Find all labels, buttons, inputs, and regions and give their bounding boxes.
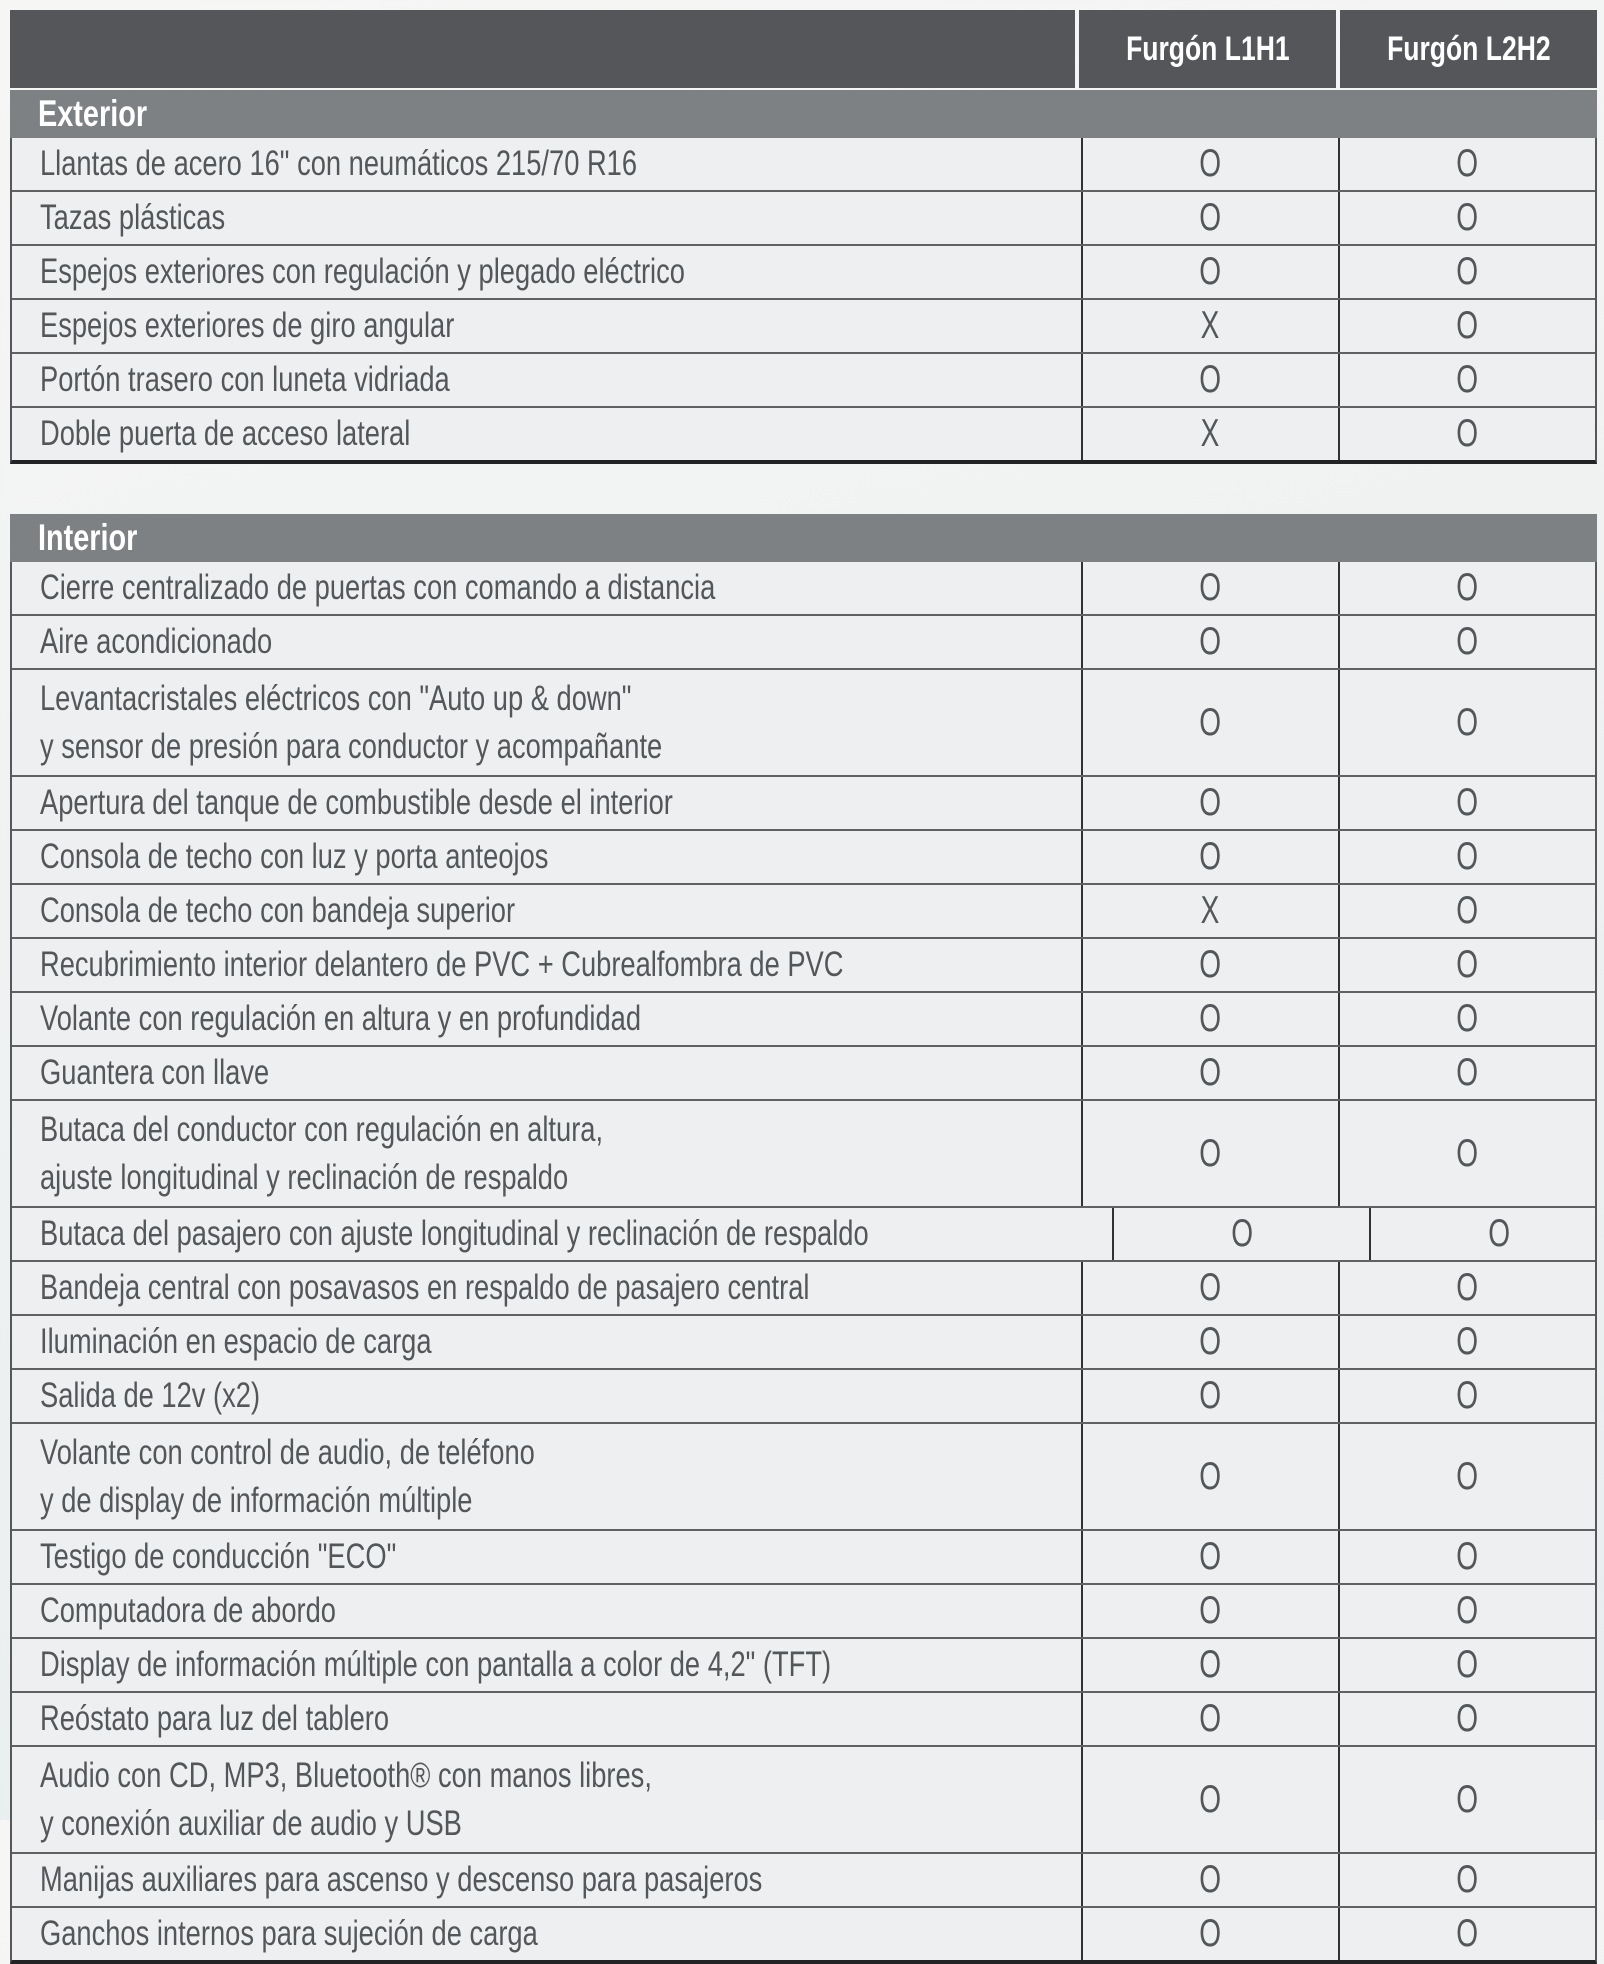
availability-value: O [1456, 566, 1479, 609]
availability-value: O [1456, 1589, 1479, 1632]
availability-value: O [1199, 997, 1222, 1040]
availability-cell-l2h2 [1338, 192, 1595, 244]
table-row [12, 1852, 1595, 1906]
availability-cell-l1h1 [1081, 562, 1338, 614]
feature-label-line-1: Butaca del conductor con regulación en altura, [40, 1109, 604, 1149]
feature-label [12, 1370, 1081, 1422]
feature-label-line-1: Recubrimiento interior delantero de PVC + Cubrealfombra de PVC [40, 945, 844, 984]
feature-label [12, 1101, 1081, 1206]
availability-value: O [1199, 1697, 1222, 1740]
feature-label [12, 885, 1081, 937]
table-row [12, 352, 1595, 406]
availability-cell-l2h2 [1338, 1908, 1595, 1960]
table-row [12, 1099, 1595, 1206]
table-row [12, 244, 1595, 298]
table-row [12, 298, 1595, 352]
table-header-row [10, 10, 1597, 88]
feature-label [12, 993, 1081, 1045]
availability-cell-l2h2 [1338, 562, 1595, 614]
feature-label-line-1: Espejos exteriores de giro angular [40, 306, 455, 345]
availability-value: O [1456, 196, 1479, 239]
feature-label [12, 831, 1081, 883]
availability-value: O [1456, 997, 1479, 1040]
table-row [12, 937, 1595, 991]
availability-value: O [1199, 1051, 1222, 1094]
availability-cell-l1h1 [1081, 1262, 1338, 1314]
table-row [12, 1260, 1595, 1314]
table-row [12, 1637, 1595, 1691]
availability-cell-l1h1 [1081, 1585, 1338, 1637]
availability-cell-l1h1 [1081, 616, 1338, 668]
column-header-l2h2 [1340, 10, 1597, 88]
availability-value: O [1456, 700, 1479, 744]
feature-label-line-1: Reóstato para luz del tablero [40, 1699, 390, 1738]
table-row [12, 775, 1595, 829]
feature-label-line-1: Ganchos internos para sujeción de carga [40, 1914, 538, 1953]
feature-label [12, 1531, 1081, 1583]
feature-label-line-2: y conexión auxiliar de audio y USB [40, 1803, 462, 1843]
feature-label [12, 939, 1081, 991]
availability-cell-l1h1 [1081, 1908, 1338, 1960]
availability-value: O [1456, 1320, 1479, 1363]
availability-value: O [1456, 1858, 1479, 1901]
column-header-label: Furgón L2H2 [1386, 29, 1551, 68]
table-row [12, 1206, 1595, 1260]
feature-label-line-1: Cierre centralizado de puertas con comando a distancia [40, 568, 716, 607]
availability-cell-l2h2 [1338, 1747, 1595, 1852]
availability-cell-l1h1 [1081, 1316, 1338, 1368]
feature-label-line-1: Butaca del pasajero con ajuste longitudinal y reclinación de respaldo [40, 1214, 869, 1253]
availability-value: O [1456, 781, 1479, 824]
section-rows [10, 562, 1597, 1964]
feature-label-line-1: Display de información múltiple con pantalla a color de 4,2" (TFT) [40, 1645, 832, 1684]
availability-value: O [1456, 1697, 1479, 1740]
feature-label [12, 1908, 1081, 1960]
availability-value: O [1230, 1212, 1253, 1255]
availability-value: O [1199, 1131, 1222, 1175]
availability-value: O [1456, 358, 1479, 401]
availability-cell-l2h2 [1338, 246, 1595, 298]
availability-value: O [1199, 1535, 1222, 1578]
availability-value: O [1199, 1643, 1222, 1686]
feature-label-line-1: Aire acondicionado [40, 622, 273, 661]
availability-cell-l2h2 [1338, 1316, 1595, 1368]
availability-value: O [1456, 250, 1479, 293]
availability-cell-l1h1 [1081, 246, 1338, 298]
availability-value: O [1199, 196, 1222, 239]
feature-label [12, 408, 1081, 460]
availability-cell-l1h1 [1081, 777, 1338, 829]
availability-value: O [1456, 1266, 1479, 1309]
availability-cell-l1h1 [1081, 138, 1338, 190]
availability-value: O [1199, 1589, 1222, 1632]
availability-value: O [1199, 700, 1222, 744]
availability-cell-l1h1 [1081, 354, 1338, 406]
availability-value: O [1199, 835, 1222, 878]
feature-label-line-2: y sensor de presión para conductor y acompañante [40, 726, 663, 766]
table-row [12, 406, 1595, 460]
feature-label [12, 1639, 1081, 1691]
availability-cell-l2h2 [1338, 777, 1595, 829]
availability-cell-l2h2 [1338, 1693, 1595, 1745]
availability-cell-l1h1 [1112, 1208, 1369, 1260]
feature-label [12, 246, 1081, 298]
table-row [12, 1314, 1595, 1368]
table-sections [10, 90, 1597, 1964]
availability-cell-l2h2 [1338, 939, 1595, 991]
availability-value: O [1199, 1454, 1222, 1498]
availability-cell-l1h1 [1081, 1370, 1338, 1422]
availability-value: O [1456, 1777, 1479, 1821]
availability-value: O [1456, 1535, 1479, 1578]
column-header-label: Furgón L1H1 [1125, 29, 1290, 68]
feature-label-line-1: Volante con regulación en altura y en profundidad [40, 999, 642, 1038]
availability-cell-l2h2 [1338, 1370, 1595, 1422]
table-row [12, 883, 1595, 937]
availability-cell-l2h2 [1338, 300, 1595, 352]
availability-value: O [1456, 620, 1479, 663]
availability-value: O [1199, 1777, 1222, 1821]
availability-value: O [1199, 1912, 1222, 1955]
availability-cell-l2h2 [1338, 1585, 1595, 1637]
availability-cell-l1h1 [1081, 1693, 1338, 1745]
feature-label [12, 354, 1081, 406]
availability-cell-l1h1 [1081, 1424, 1338, 1529]
availability-cell-l1h1 [1081, 939, 1338, 991]
feature-label-line-1: Iluminación en espacio de carga [40, 1322, 432, 1361]
table-row [12, 1422, 1595, 1529]
availability-value: O [1199, 620, 1222, 663]
table-row [12, 991, 1595, 1045]
availability-value: O [1199, 1266, 1222, 1309]
availability-cell-l1h1 [1081, 993, 1338, 1045]
availability-cell-l1h1 [1081, 192, 1338, 244]
availability-cell-l2h2 [1338, 408, 1595, 460]
table-row [12, 668, 1595, 775]
availability-value: O [1199, 142, 1222, 185]
feature-label-line-1: Testigo de conducción "ECO" [40, 1537, 397, 1576]
availability-cell-l1h1 [1081, 1854, 1338, 1906]
availability-cell-l1h1 [1081, 670, 1338, 775]
feature-label [12, 1424, 1081, 1529]
availability-cell-l1h1 [1081, 300, 1338, 352]
availability-cell-l2h2 [1338, 885, 1595, 937]
availability-cell-l1h1 [1081, 1747, 1338, 1852]
availability-value: O [1456, 1643, 1479, 1686]
availability-value: O [1199, 358, 1222, 401]
feature-label-line-1: Llantas de acero 16" con neumáticos 215/70 R16 [40, 144, 638, 183]
availability-cell-l1h1 [1081, 1639, 1338, 1691]
feature-label [12, 1316, 1081, 1368]
availability-value: O [1199, 250, 1222, 293]
feature-label-line-1: Audio con CD, MP3, Bluetooth® con manos libres, [40, 1755, 652, 1795]
feature-label [12, 1854, 1081, 1906]
feature-label [12, 1747, 1081, 1852]
feature-label [12, 1585, 1081, 1637]
feature-label-line-1: Guantera con llave [40, 1053, 270, 1092]
availability-cell-l1h1 [1081, 885, 1338, 937]
feature-label-line-1: Levantacristales eléctricos con "Auto up & down" [40, 678, 632, 718]
feature-label-line-2: y de display de información múltiple [40, 1480, 473, 1520]
feature-label [12, 777, 1081, 829]
availability-cell-l1h1 [1081, 831, 1338, 883]
availability-value: X [1201, 889, 1220, 932]
feature-label-line-1: Volante con control de audio, de teléfono [40, 1432, 535, 1472]
availability-cell-l2h2 [1338, 1424, 1595, 1529]
availability-value: O [1456, 142, 1479, 185]
availability-value: O [1456, 1131, 1479, 1175]
availability-value: O [1199, 1374, 1222, 1417]
feature-label-line-1: Apertura del tanque de combustible desde el interior [40, 783, 673, 822]
availability-value: O [1199, 1320, 1222, 1363]
availability-cell-l2h2 [1338, 1854, 1595, 1906]
table-row [12, 1691, 1595, 1745]
feature-label [12, 670, 1081, 775]
section-header [10, 514, 1597, 562]
availability-value: O [1487, 1212, 1510, 1255]
availability-cell-l1h1 [1081, 408, 1338, 460]
feature-label [12, 192, 1081, 244]
table-row [12, 1529, 1595, 1583]
feature-label [12, 1262, 1081, 1314]
availability-value: O [1456, 304, 1479, 347]
availability-cell-l2h2 [1338, 1262, 1595, 1314]
feature-label [12, 1208, 1112, 1260]
availability-value: O [1456, 889, 1479, 932]
table-row [12, 614, 1595, 668]
feature-label-line-2: ajuste longitudinal y reclinación de respaldo [40, 1157, 569, 1197]
availability-cell-l2h2 [1338, 1101, 1595, 1206]
availability-cell-l2h2 [1338, 1639, 1595, 1691]
table-row [12, 829, 1595, 883]
availability-cell-l1h1 [1081, 1531, 1338, 1583]
table-row [12, 1368, 1595, 1422]
availability-cell-l2h2 [1369, 1208, 1604, 1260]
availability-value: O [1199, 1858, 1222, 1901]
feature-label-line-1: Manijas auxiliares para ascenso y descenso para pasajeros [40, 1860, 763, 1899]
availability-value: O [1456, 1051, 1479, 1094]
feature-label [12, 300, 1081, 352]
availability-value: O [1456, 1912, 1479, 1955]
section-title: Interior [38, 517, 138, 558]
availability-value: O [1456, 412, 1479, 455]
column-header-l1h1 [1079, 10, 1336, 88]
availability-value: O [1456, 835, 1479, 878]
availability-value: O [1456, 1454, 1479, 1498]
availability-cell-l2h2 [1338, 670, 1595, 775]
availability-value: O [1199, 781, 1222, 824]
feature-label-line-1: Doble puerta de acceso lateral [40, 414, 411, 453]
table-row [12, 1745, 1595, 1852]
feature-label [12, 1047, 1081, 1099]
feature-label [12, 616, 1081, 668]
feature-label [12, 1693, 1081, 1745]
availability-value: O [1199, 943, 1222, 986]
table-row [12, 1045, 1595, 1099]
feature-label-line-1: Espejos exteriores con regulación y plegado eléctrico [40, 252, 685, 291]
feature-label-line-1: Portón trasero con luneta vidriada [40, 360, 450, 399]
feature-label-line-1: Computadora de abordo [40, 1591, 336, 1630]
header-empty-cell [10, 10, 1075, 88]
feature-label-line-1: Consola de techo con luz y porta anteojos [40, 837, 549, 876]
section-header [10, 90, 1597, 138]
table-row [12, 190, 1595, 244]
availability-value: O [1456, 1374, 1479, 1417]
feature-label-line-1: Salida de 12v (x2) [40, 1376, 261, 1415]
availability-cell-l2h2 [1338, 354, 1595, 406]
availability-cell-l2h2 [1338, 993, 1595, 1045]
availability-cell-l1h1 [1081, 1047, 1338, 1099]
table-row [12, 138, 1595, 190]
feature-label-line-1: Tazas plásticas [40, 198, 226, 237]
availability-cell-l2h2 [1338, 831, 1595, 883]
availability-cell-l2h2 [1338, 616, 1595, 668]
availability-value: O [1199, 566, 1222, 609]
section-title: Exterior [38, 93, 148, 134]
table-section [10, 514, 1597, 1964]
availability-cell-l2h2 [1338, 1047, 1595, 1099]
availability-value: X [1201, 412, 1220, 455]
feature-label [12, 562, 1081, 614]
table-section [10, 90, 1597, 464]
feature-label-line-1: Bandeja central con posavasos en respaldo de pasajero central [40, 1268, 810, 1307]
availability-value: O [1456, 943, 1479, 986]
feature-label [12, 138, 1081, 190]
table-row [12, 1583, 1595, 1637]
availability-cell-l2h2 [1338, 1531, 1595, 1583]
availability-cell-l1h1 [1081, 1101, 1338, 1206]
availability-cell-l2h2 [1338, 138, 1595, 190]
availability-value: X [1201, 304, 1220, 347]
table-row [12, 1906, 1595, 1960]
table-row [12, 562, 1595, 614]
section-rows [10, 138, 1597, 464]
feature-label-line-1: Consola de techo con bandeja superior [40, 891, 516, 930]
